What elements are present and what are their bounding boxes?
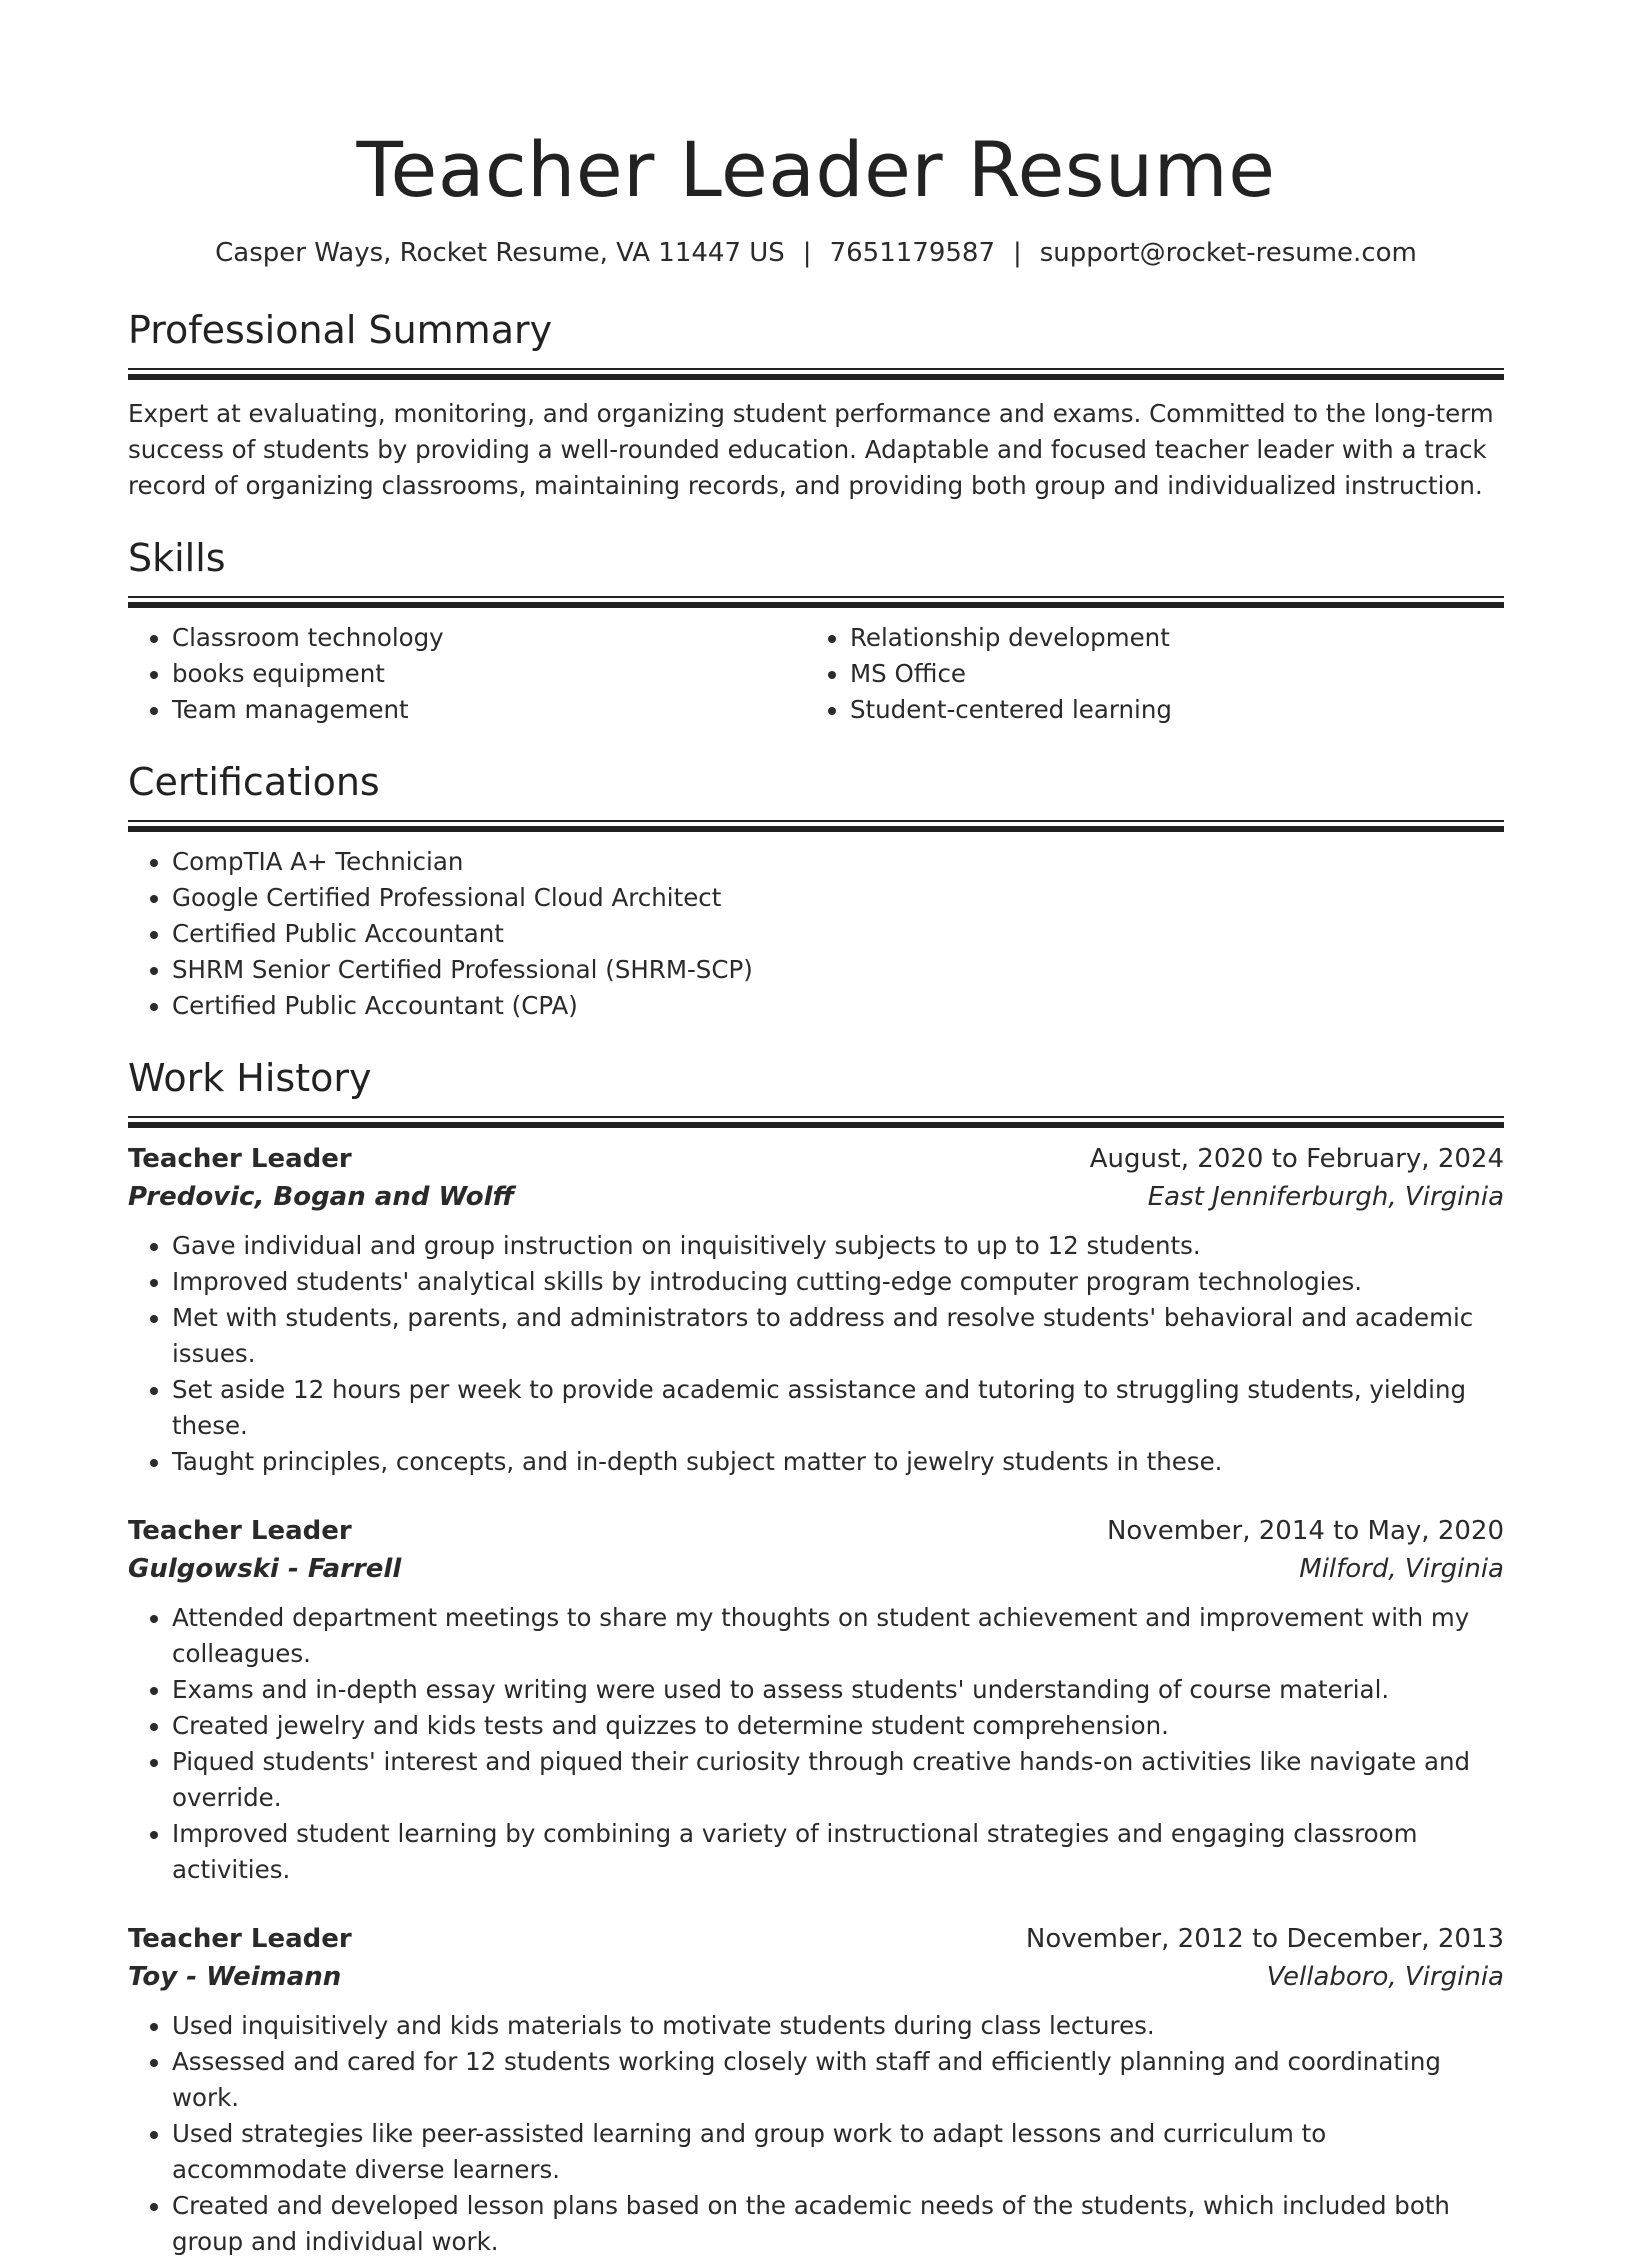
skills-list-left — [128, 620, 806, 728]
job-dates: August, 2020 to February, 2024 — [1089, 1144, 1504, 1174]
job-bullets — [128, 1228, 1504, 1480]
certification-item: • Google Certified Professional Cloud Architect — [172, 880, 1504, 916]
certification-item: • SHRM Senior Certified Professional (SHRM-SCP) — [172, 952, 1504, 988]
skill-item: • Student-centered learning — [850, 692, 1484, 728]
job-bullet: • Used inquisitively and kids materials to motivate students during class lectures. — [172, 2008, 1504, 2044]
job-location: East Jenniferburgh, Virginia — [1147, 1182, 1504, 1212]
job-subheader — [128, 1178, 1504, 1216]
job-bullet: • Improved student learning by combining a variety of instructional strategies and engaging classroom activities. — [172, 1816, 1504, 1888]
job-subheader — [128, 1958, 1504, 1996]
job-location: Milford, Virginia — [1299, 1554, 1504, 1584]
job-bullets — [128, 2008, 1504, 2260]
contact-phone: 7651179587 — [829, 238, 995, 268]
skills-column-left — [128, 620, 806, 728]
job-bullet: • Exams and in-depth essay writing were used to assess students' understanding of course material. — [172, 1672, 1504, 1708]
contact-email: support@rocket-resume.com — [1039, 238, 1417, 268]
job-bullet: • Created jewelry and kids tests and quizzes to determine student comprehension. — [172, 1708, 1504, 1744]
certification-item: • Certified Public Accountant (CPA) — [172, 988, 1504, 1024]
job-location: Vellaboro, Virginia — [1266, 1962, 1504, 1992]
resume-page — [128, 0, 1504, 2260]
job-bullet: • Attended department meetings to share my thoughts on student achievement and improvement with my colleagues. — [172, 1600, 1504, 1672]
job-header — [128, 1140, 1504, 1178]
skills-section — [128, 534, 1504, 728]
job-bullet: • Piqued students' interest and piqued their curiosity through creative hands-on activities like navigate and override. — [172, 1744, 1504, 1816]
work-heading: Work History — [128, 1056, 372, 1100]
job-bullets — [128, 1600, 1504, 1888]
skill-item: • Classroom technology — [172, 620, 806, 656]
contact-line — [128, 236, 1504, 270]
job-entry — [128, 1512, 1504, 1888]
job-bullet: • Used strategies like peer-assisted learning and group work to adapt lessons and curriculum to accommodate diverse learners. — [172, 2116, 1504, 2188]
contact-address: Casper Ways, Rocket Resume, VA 11447 US — [215, 238, 785, 268]
skills-list-right — [806, 620, 1484, 728]
job-title: Teacher Leader — [128, 1516, 352, 1546]
job-bullet: • Taught principles, concepts, and in-depth subject matter to jewelry students in these. — [172, 1444, 1504, 1480]
job-company: Gulgowski - Farrell — [128, 1554, 402, 1584]
section-divider — [128, 368, 1504, 376]
job-header — [128, 1920, 1504, 1958]
summary-section — [128, 306, 1504, 504]
job-title: Teacher Leader — [128, 1924, 352, 1954]
section-divider — [128, 820, 1504, 828]
skills-columns — [128, 620, 1504, 728]
certifications-heading: Certifications — [128, 760, 380, 804]
summary-heading: Professional Summary — [128, 308, 553, 352]
job-dates: November, 2012 to December, 2013 — [1025, 1924, 1504, 1954]
job-bullet: • Met with students, parents, and administrators to address and resolve students' behavioral and academic issues. — [172, 1300, 1504, 1372]
skills-column-right — [806, 620, 1484, 728]
summary-text: Expert at evaluating, monitoring, and organizing student performance and exams. Committed to the long-term success of students by providing a well-rounded education. Adaptable and focused teacher leader with a track record of organizing classrooms, maintaining records, and providing both group and individualized instruction. — [128, 399, 1494, 500]
job-company: Toy - Weimann — [128, 1962, 342, 1992]
job-bullet: • Gave individual and group instruction on inquisitively subjects to up to 12 students. — [172, 1228, 1504, 1264]
contact-separator: | — [1012, 238, 1022, 268]
section-divider — [128, 1116, 1504, 1124]
certification-item: • Certified Public Accountant — [172, 916, 1504, 952]
resume-title: Teacher Leader Resume — [356, 125, 1276, 214]
job-entry — [128, 1920, 1504, 2260]
work-section — [128, 1054, 1504, 2260]
job-bullet: • Set aside 12 hours per week to provide academic assistance and tutoring to struggling students, yielding these. — [172, 1372, 1504, 1444]
job-header — [128, 1512, 1504, 1550]
section-divider — [128, 596, 1504, 604]
job-bullet: • Created and developed lesson plans based on the academic needs of the students, which included both group and individual work. — [172, 2188, 1504, 2260]
job-bullet: • Assessed and cared for 12 students working closely with staff and efficiently planning and coordinating work. — [172, 2044, 1504, 2116]
job-subheader — [128, 1550, 1504, 1588]
skill-item: • books equipment — [172, 656, 806, 692]
job-company: Predovic, Bogan and Wolff — [128, 1182, 515, 1212]
job-dates: November, 2014 to May, 2020 — [1106, 1516, 1504, 1546]
job-entry — [128, 1140, 1504, 1480]
contact-separator: | — [802, 238, 812, 268]
skill-item: • MS Office — [850, 656, 1484, 692]
certifications-list — [128, 844, 1504, 1024]
job-title: Teacher Leader — [128, 1144, 352, 1174]
certifications-section — [128, 758, 1504, 1024]
skill-item: • Relationship development — [850, 620, 1484, 656]
skills-heading: Skills — [128, 536, 226, 580]
skill-item: • Team management — [172, 692, 806, 728]
job-bullet: • Improved students' analytical skills by introducing cutting-edge computer program technologies. — [172, 1264, 1504, 1300]
certification-item: • CompTIA A+ Technician — [172, 844, 1504, 880]
